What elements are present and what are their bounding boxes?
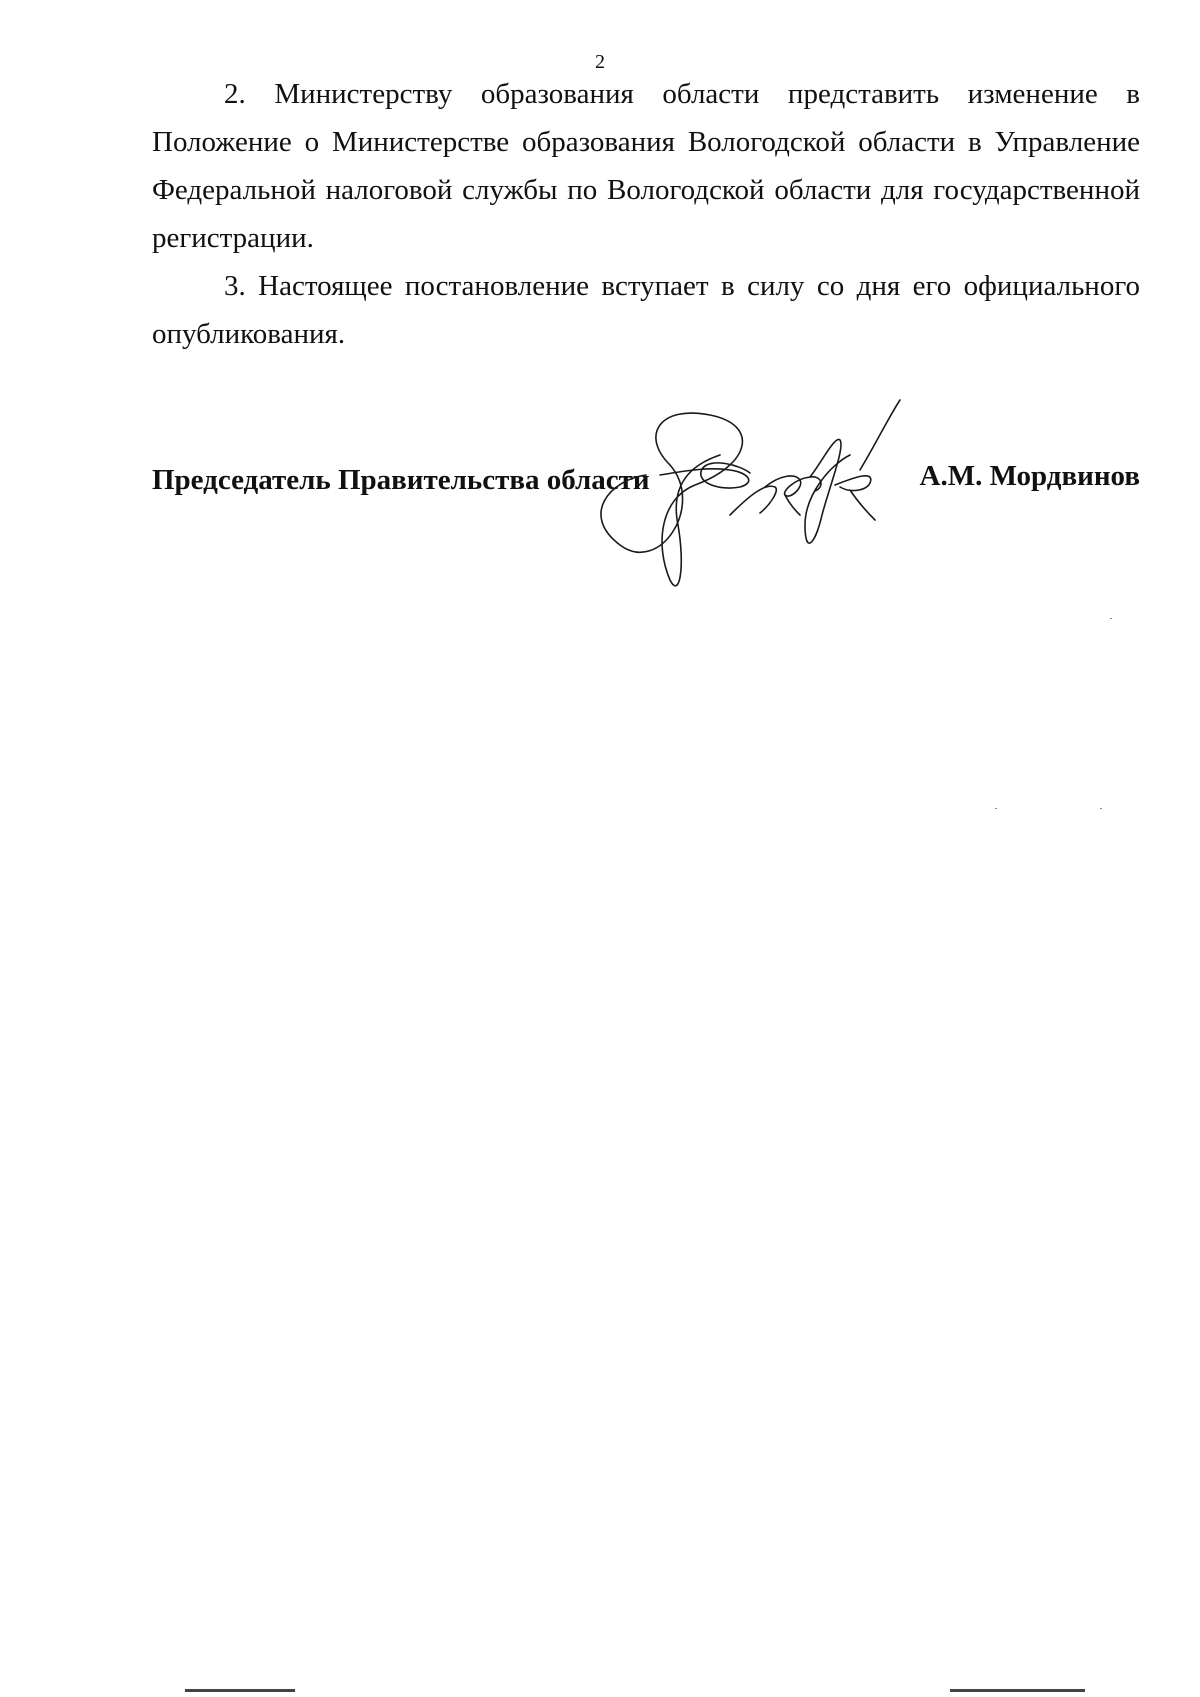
signatory-name: А.М. Мордвинов (919, 460, 1140, 492)
scan-artifact (185, 1689, 295, 1692)
handwritten-signature (600, 395, 960, 605)
scan-artifact (1100, 808, 1102, 809)
paragraph-3: 3. Настоящее постановление вступает в силу со дня его официального опубликования. (152, 270, 1140, 350)
scan-artifact (995, 808, 997, 809)
scan-artifact (1110, 618, 1112, 619)
signatory-position: Председатель Правительства области (152, 464, 650, 496)
page-number: 2 (595, 51, 605, 73)
scan-artifact (950, 1689, 1085, 1692)
paragraph-2: 2. Министерству образования области представить изменение в Положение о Министерстве образования Вологодской области в Управление Федеральной налоговой службы по Вологодской области для государственной регистрации. (152, 78, 1140, 254)
document-body (152, 70, 1140, 358)
